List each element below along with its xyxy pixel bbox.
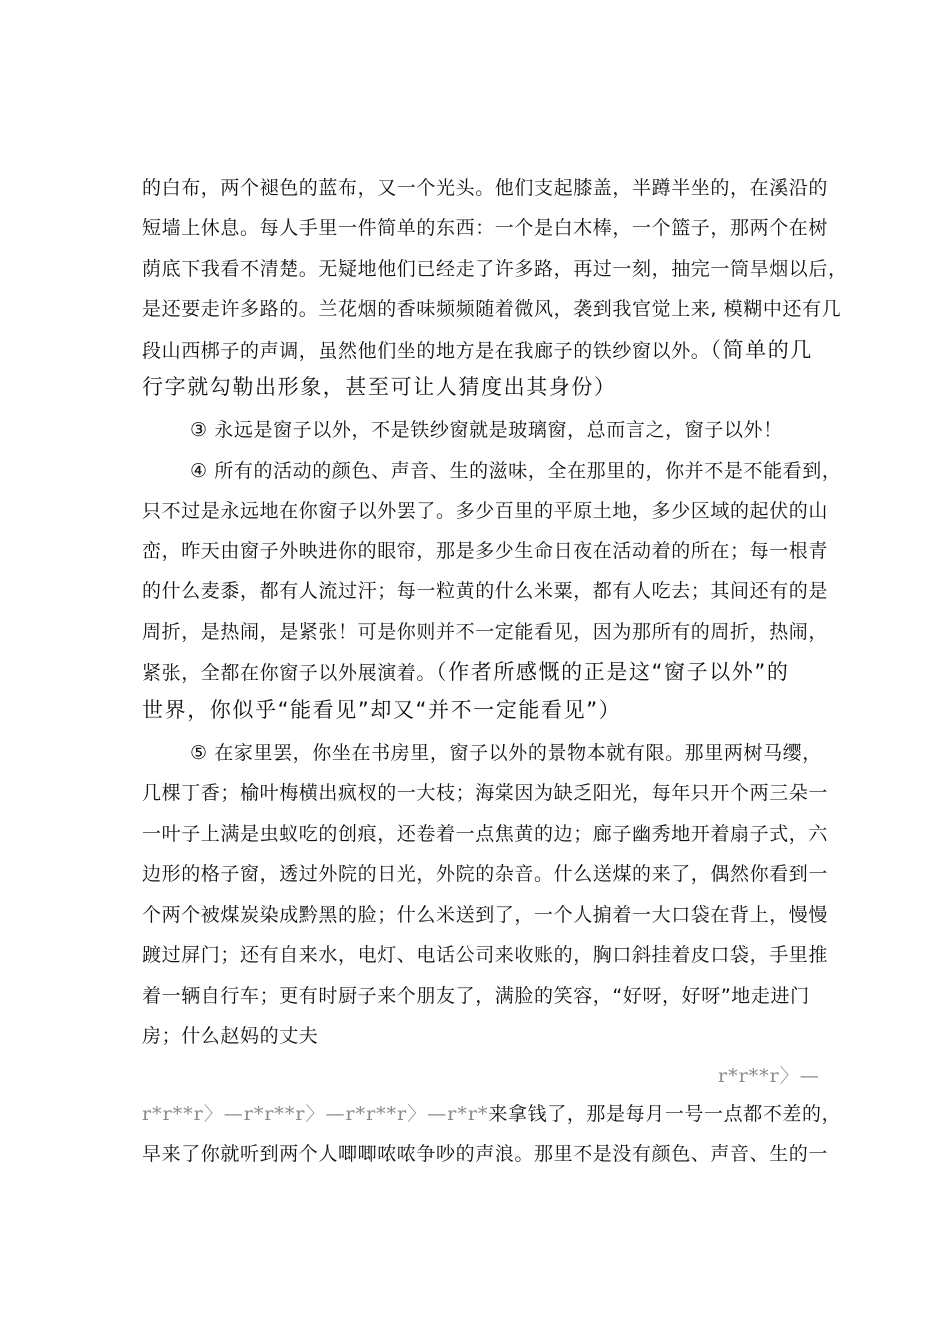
paragraph-text: 紧张，全都在你窗子以外展演着。 [142,662,437,684]
text-line [142,1101,852,1127]
text-line: 峦，昨天由窗子外映进你的眼帘，那是多少生命日夜在活动着的所在；每一根青 [142,540,829,562]
garbled-text: r*r**r〉— [718,1065,820,1087]
text-line: 踱过屏门；还有自来水，电灯、电话公司来收账的，胸口斜挂着皮口袋，手里推 [142,944,829,966]
text-line: 早来了你就听到两个人唧唧哝哝争吵的声浪。那里不是没有颜色、声音、生的一 [142,1143,829,1165]
annotation-note: 行字就勾勒出形象，甚至可让人猜度出其身份） [142,375,617,399]
text-line [142,337,852,364]
text-line: 一叶子上满是虫蚁吃的创痕，还卷着一点焦黄的边；廊子幽秀地开着扇子式，六 [142,823,829,845]
text-line: 荫底下我看不清楚。无疑地他们已经走了许多路，再过一刻，抽完一筒旱烟以后， [142,258,848,280]
paragraph-text: 段山西梆子的声调，虽然他们坐的地方是在我廊子的铁纱窗以外。 [142,340,711,362]
text-line: 个两个被煤炭染成黔黑的脸；什么米送到了，一个人掮着一大口袋在背上，慢慢 [142,904,829,926]
text-line: 是还要走许多路的。兰花烟的香味频频随着微风，袭到我官觉上来, 模糊中还有几 [142,298,842,320]
text-line: 几棵丁香；榆叶梅横出疯杈的一大枝；海棠因为缺乏阳光，每年只开个两三朵一 [142,782,829,804]
text-line: 周折，是热闹，是紧张！可是你则并不一定能看见，因为那所有的周折，热闹， [142,621,829,643]
annotation-note: （简单的几 [710,338,813,362]
text-line: 短墙上休息。每人手里一件简单的东西：一个是白木棒，一个篮子，那两个在树 [142,217,829,239]
text-line: 的白布，两个褪色的蓝布，又一个光头。他们支起膝盖，半蹲半坐的，在溪沿的 [142,177,829,199]
text-line: 房；什么赵妈的丈夫 [142,1025,319,1047]
garbled-text: r*r**r〉—r*r**r〉—r*r**r〉—r*r* [142,1103,489,1125]
paragraph-3-line: ③ 永远是窗子以外，不是铁纱窗就是玻璃窗，总而言之，窗子以外！ [190,419,783,441]
text-line: 的什么麦黍，都有人流过汗；每一粒黄的什么米粟，都有人吃去；其间还有的是 [142,580,829,602]
text-line: 边形的格子窗，透过外院的日光，外院的杂音。什么送煤的来了，偶然你看到一 [142,863,829,885]
text-line [142,659,852,686]
paragraph-text: 来拿钱了，那是每月一号一点都不差的， [488,1103,842,1125]
annotation-note: （作者所感慨的正是这“窗子以外”的 [436,660,790,684]
paragraph-5-line: ⑤ 在家里罢，你坐在书房里，窗子以外的景物本就有限。那里两树马缨， [190,742,822,764]
annotation-note: 世界，你似乎“能看见”却又“并不一定能看见”） [142,698,622,722]
text-line: 只不过是永远地在你窗子以外罢了。多少百里的平原土地，多少区域的起伏的山 [142,500,829,522]
text-line: 着一辆自行车；更有时厨子来个朋友了，满脸的笑容，“好呀，好呀”地走进门 [142,985,810,1007]
paragraph-4-line: ④ 所有的活动的颜色、声音、生的滋味，全在那里的，你并不是不能看到， [190,460,842,482]
